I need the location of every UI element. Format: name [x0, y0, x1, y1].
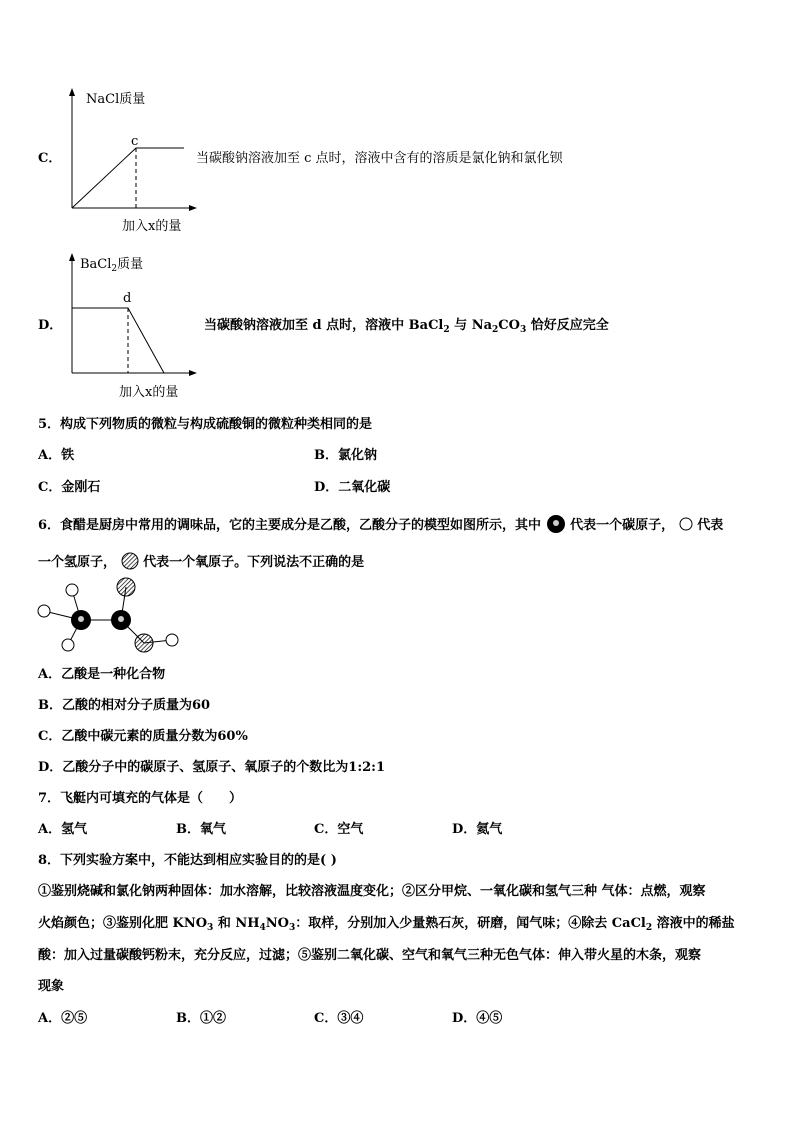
q8-option-d: D．④⑤ — [452, 1011, 503, 1026]
bacl2-chart — [60, 253, 200, 398]
q7-stem: 7．飞艇内可填充的气体是（ ） — [38, 791, 243, 806]
q7-option-c: C．空气 — [314, 822, 364, 837]
q5-option-a: A．铁 — [38, 448, 75, 463]
chart-ylabel: BaCl$_2$质量 — [80, 257, 144, 274]
q6-option-d: D．乙酸分子中的碳原子、氢原子、氧原子的个数比为1:2:1 — [38, 760, 386, 775]
nacl-line — [72, 148, 184, 208]
q5-stem: 5．构成下列物质的微粒与构成硫酸铜的微粒种类相同的是 — [38, 417, 373, 432]
q6-stem-line2: 一个氢原子， 代表一个氧原子。下列说法不正确的是 — [38, 551, 364, 570]
x-axis-arrow — [189, 205, 197, 211]
carbon-atom-icon — [546, 514, 566, 534]
option-d-letter: D． — [38, 318, 63, 333]
hydrogen-atom-icon — [679, 517, 693, 531]
chart-ylabel: NaCl质量 — [86, 92, 146, 107]
q5-option-c: C．金刚石 — [38, 480, 101, 495]
hydrogen-atom — [66, 584, 78, 596]
q6-option-b: B．乙酸的相对分子质量为60 — [38, 698, 211, 713]
q7-option-a: A．氢气 — [38, 822, 88, 837]
hydrogen-atom — [38, 605, 50, 617]
option-c-text: 当碳酸钠溶液加至 c 点时，溶液中含有的溶质是氯化钠和氯化钡 — [196, 151, 563, 166]
oxygen-atom — [117, 578, 135, 596]
chart-point-label: d — [123, 291, 132, 306]
hydrogen-atom — [166, 634, 178, 646]
option-d-text: 当碳酸钠溶液加至 d 点时，溶液中 BaCl$_2$ 与 $Na_2CO_3$ 恰好反应完全 — [204, 318, 609, 335]
q7-option-d: D．氦气 — [452, 822, 503, 837]
chart-point-label: c — [131, 134, 139, 149]
y-axis-arrow — [69, 88, 75, 96]
q8-option-c: C．③④ — [314, 1011, 364, 1026]
nacl-chart — [60, 88, 200, 233]
q8-option-a: A．②⑤ — [38, 1011, 88, 1026]
q8-stem: 8．下列实验方案中，不能达到相应实验目的的是( ) — [38, 853, 337, 868]
q8-line4: 现象 — [38, 979, 65, 994]
q6-stem-line1: 6．食醋是厨房中常用的调味品，它的主要成分是乙酸，乙酸分子的模型如图所示，其中 代表一个碳原子， 代表 — [38, 514, 723, 534]
q8-option-b: B．①② — [176, 1011, 226, 1026]
oxygen-atom — [135, 634, 153, 652]
hydrogen-atom — [62, 639, 74, 651]
y-axis-arrow — [69, 253, 75, 261]
option-c-letter: C． — [38, 151, 62, 166]
chart-xlabel: 加入x的量 — [122, 219, 182, 234]
q6-option-a: A．乙酸是一种化合物 — [38, 667, 166, 682]
acetic-acid-molecule-diagram — [36, 577, 186, 657]
oxygen-atom-icon — [121, 552, 139, 570]
q7-option-b: B．氧气 — [176, 822, 226, 837]
chart-xlabel: 加入x的量 — [119, 385, 179, 400]
q8-line3: 酸：加入过量碳酸钙粉末，充分反应，过滤；⑤鉴别二氧化碳、空气和氧气三种无色气体：伸入带火星的木条，观察 — [38, 948, 702, 963]
q8-line1: ①鉴别烧碱和氯化钠两种固体：加水溶解，比较溶液温度变化；②区分甲烷、一氧化碳和氢气三种 气体：点燃，观察 — [38, 884, 706, 899]
q8-line2: 火焰颜色；③鉴别化肥 $KNO_3$ 和 $NH_4NO_3$：取样，分别加入少量熟石灰，研磨，闻气味；④除去 CaCl$_2$ 溶液中的稀盐 — [38, 916, 735, 933]
x-axis-arrow — [189, 370, 197, 376]
q5-option-b: B．氯化钠 — [314, 448, 377, 463]
bacl2-line — [72, 308, 164, 373]
q5-option-d: D．二氧化碳 — [314, 480, 391, 495]
q6-option-c: C．乙酸中碳元素的质量分数为60% — [38, 729, 248, 744]
